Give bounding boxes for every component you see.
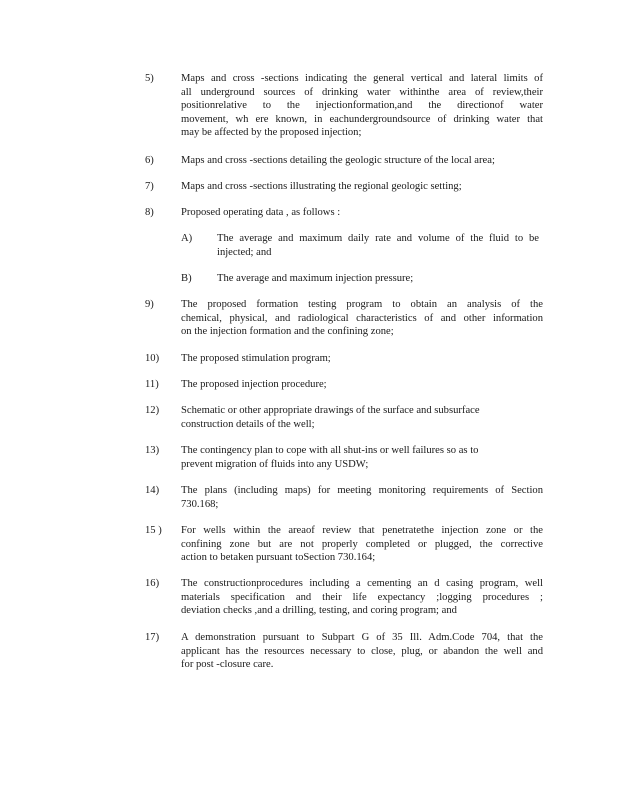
item-text (181, 154, 543, 168)
text-line: 730.168; (181, 498, 219, 510)
text-line: The average and maximum daily rate and volume of the fluid to be (217, 233, 539, 244)
item-text (181, 484, 543, 511)
text-line: construction details of the well; (181, 418, 315, 430)
item-text (181, 206, 543, 220)
text-line: applicant has the resources necessary to close, plug, or abandon the well and (181, 645, 543, 657)
text-line: A demonstration pursuant to Subpart G of 35 Ill. Adm.Code 704, that the (181, 632, 543, 643)
text-line: Maps and cross -sections illustrating the regional geologic setting; (181, 181, 462, 192)
text-line: The proposed injection procedure; (181, 379, 327, 390)
text-line: may be affected by the proposed injection; (181, 127, 362, 139)
item-text (217, 272, 539, 286)
item-number: 14) (145, 485, 160, 496)
item-text (181, 298, 543, 339)
item-text (181, 352, 543, 366)
text-line: for post -closure care. (181, 659, 274, 671)
item-text (181, 72, 543, 140)
text-line: The constructionprocedures including a cementing an d casing program, well (181, 578, 543, 589)
text-line: Proposed operating data , as follows : (181, 207, 341, 218)
item-text (181, 577, 543, 618)
item-text (181, 631, 543, 672)
text-line: action to betaken pursuant toSection 730.164; (181, 552, 376, 564)
item-number: A) (181, 233, 193, 244)
text-line: positionrelative to the injectionformation,and the directionof water (181, 100, 543, 112)
text-line: movement, wh ere known, in eachundergroundsource of drinking water that (181, 113, 543, 125)
text-line: on the injection formation and the confining zone; (181, 326, 394, 338)
text-line: The average and maximum injection pressure; (217, 273, 414, 284)
item-number: 13) (145, 445, 160, 456)
item-number: 6) (145, 155, 154, 166)
text-line: Maps and cross -sections indicating the general vertical and lateral limits of (181, 73, 543, 84)
text-line: The plans (including maps) for meeting monitoring requirements of Section (181, 485, 543, 496)
text-line: all underground sources of drinking water withinthe area of review,their (181, 86, 543, 98)
item-number: 12) (145, 405, 160, 416)
item-text (217, 232, 539, 259)
text-line: The contingency plan to cope with all shut-ins or well failures so as to (181, 445, 479, 456)
text-line: materials specification and their life expectancy ;logging procedures ; (181, 591, 543, 603)
text-line: Schematic or other appropriate drawings of the surface and subsurface (181, 405, 480, 416)
item-number: 15 ) (145, 525, 162, 536)
item-number: 16) (145, 578, 160, 589)
item-number: 17) (145, 632, 160, 643)
text-line: chemical, physical, and radiological characteristics of and other information (181, 312, 543, 324)
item-number: 5) (145, 73, 154, 84)
item-number: 9) (145, 299, 154, 310)
item-text (181, 404, 543, 431)
item-text (181, 180, 543, 194)
text-line: confining zone but are not properly completed or plugged, the corrective (181, 538, 543, 550)
text-line: The proposed formation testing program to obtain an analysis of the (181, 299, 543, 310)
item-text (181, 444, 543, 471)
text-line: prevent migration of fluids into any USDW; (181, 458, 369, 470)
item-text (181, 378, 543, 392)
text-line: Maps and cross -sections detailing the geologic structure of the local area; (181, 155, 495, 166)
text-line: The proposed stimulation program; (181, 353, 331, 364)
item-number: 11) (145, 379, 159, 390)
text-line: deviation checks ,and a drilling, testing, and coring program; and (181, 605, 457, 617)
text-line: For wells within the areaof review that penetratethe injection zone or the (181, 525, 543, 536)
item-number: 8) (145, 207, 154, 218)
item-number: 10) (145, 353, 160, 364)
item-text (181, 524, 543, 565)
text-line: injected; and (217, 246, 272, 258)
item-number: B) (181, 273, 192, 284)
item-number: 7) (145, 181, 154, 192)
